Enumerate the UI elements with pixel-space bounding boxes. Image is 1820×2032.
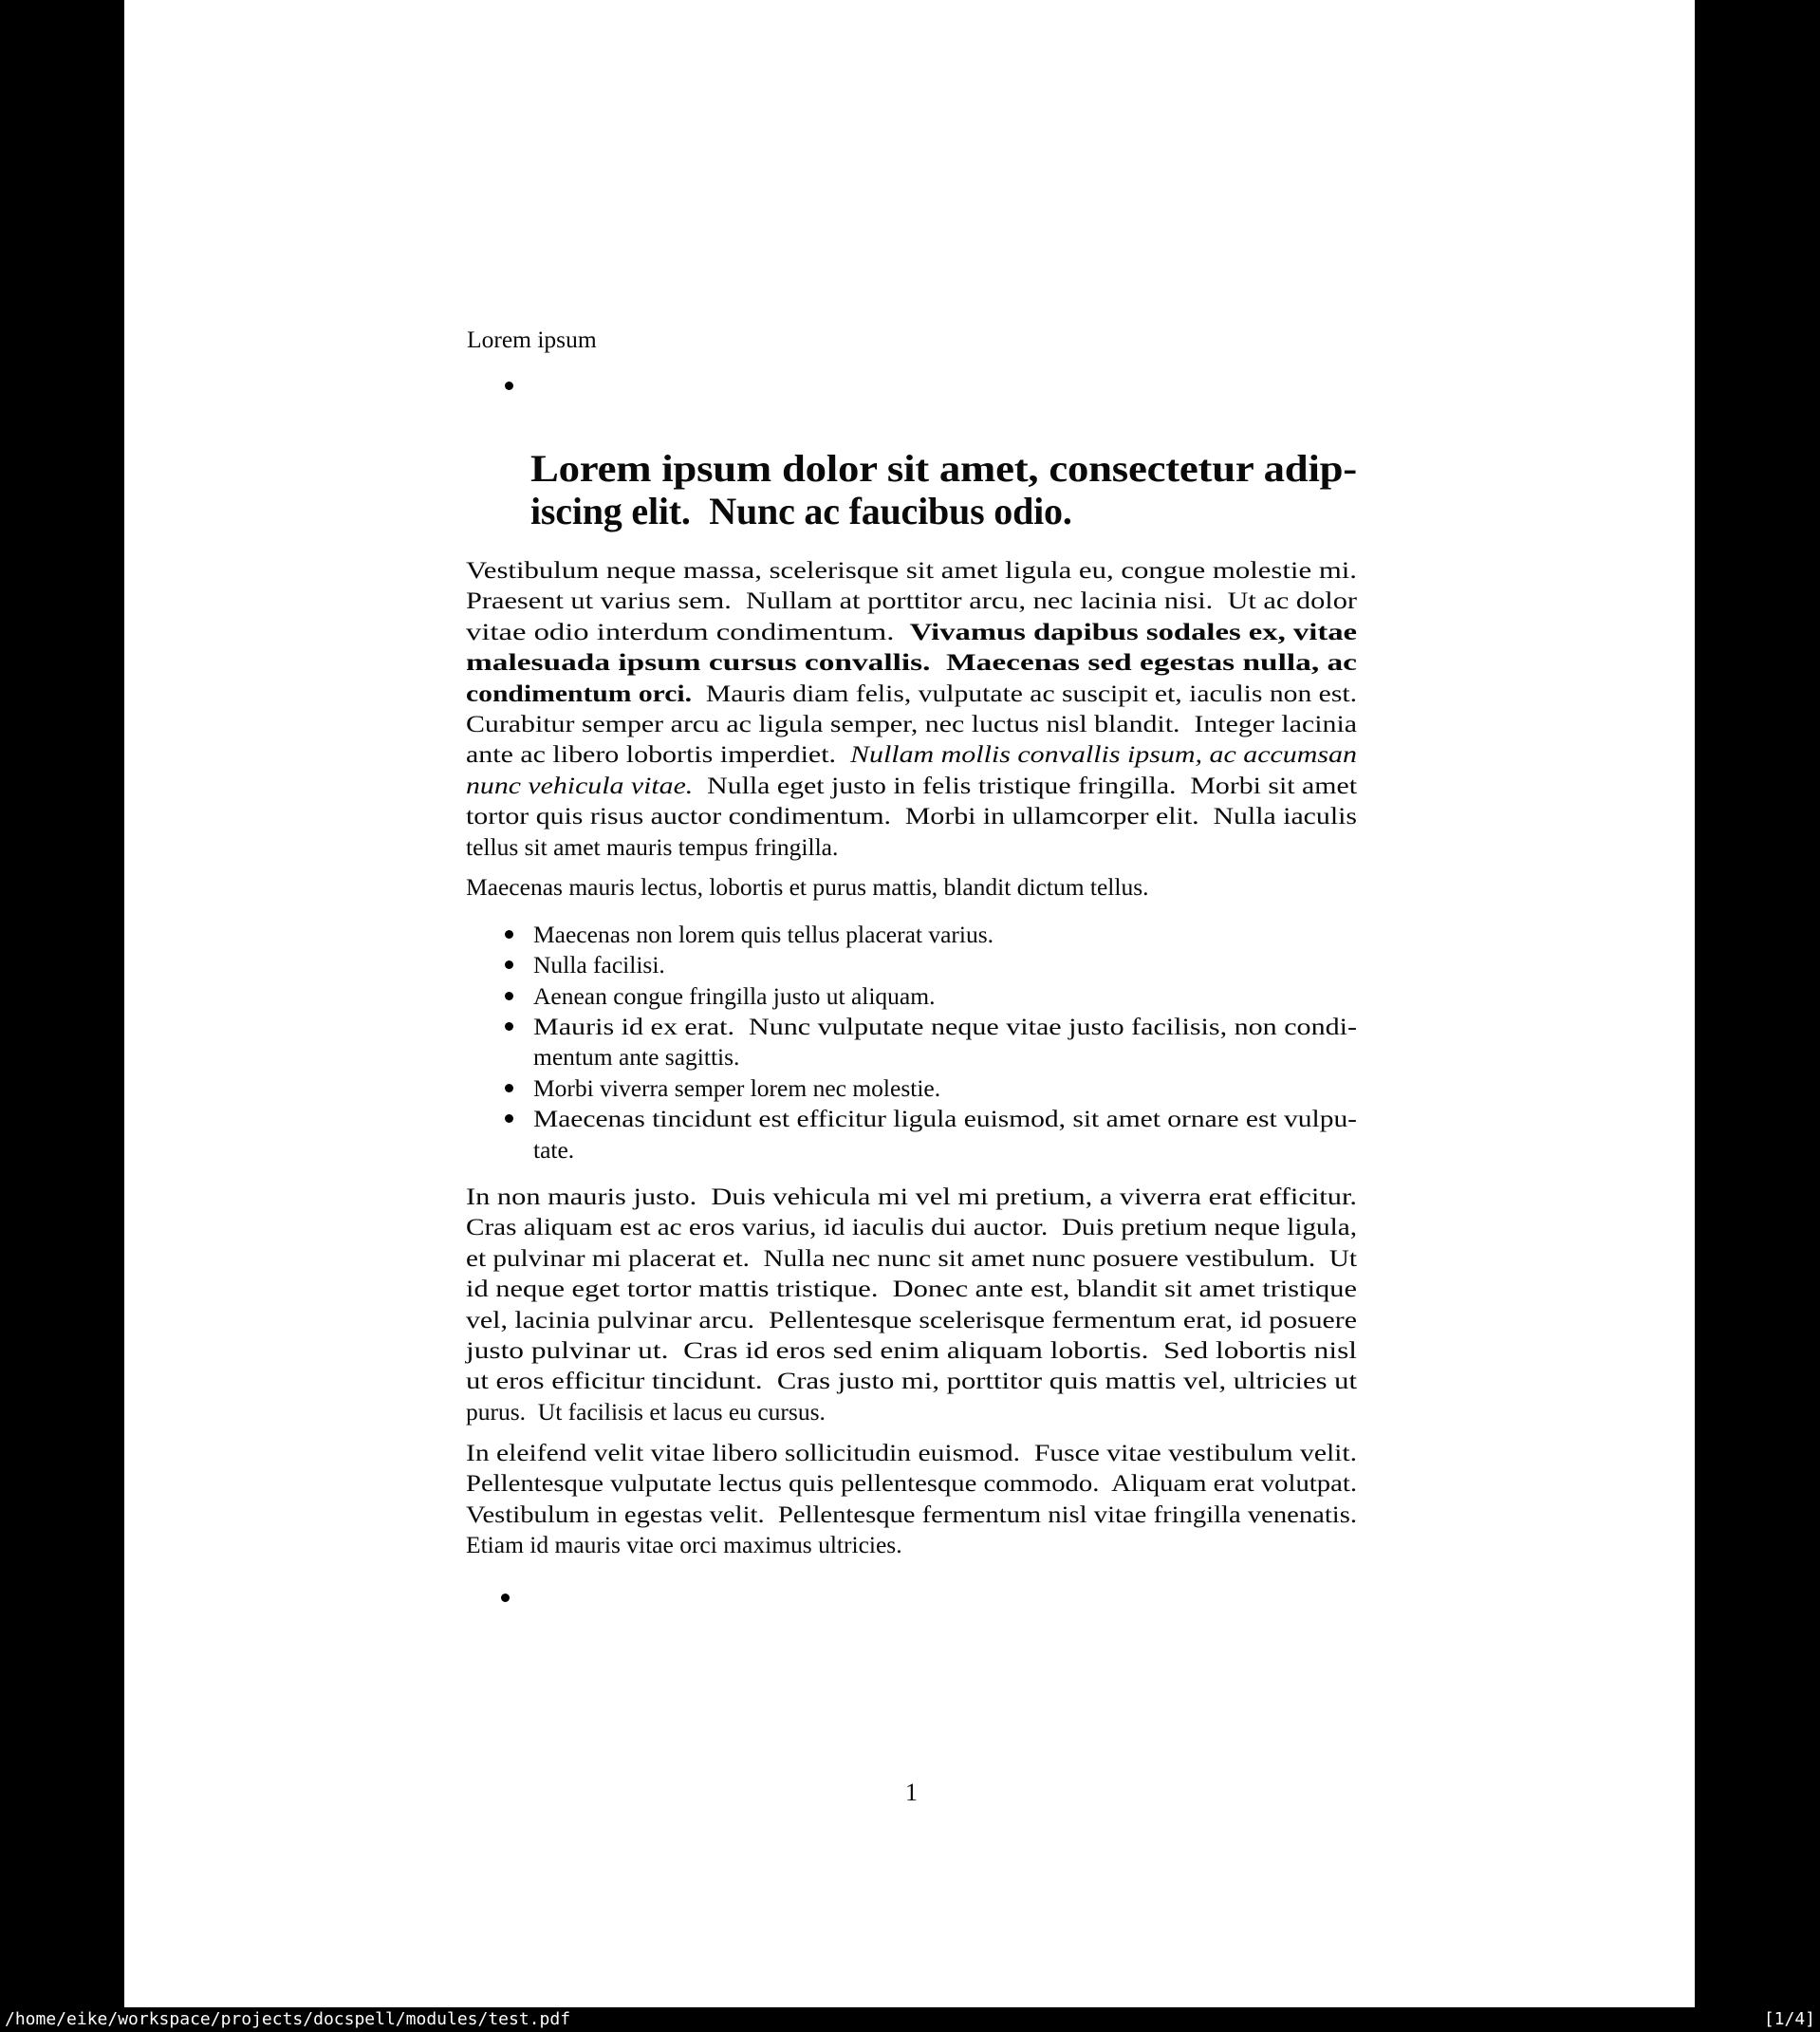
page-number: 1 — [905, 1779, 918, 1806]
bullet-icon — [505, 992, 513, 1000]
list-item-line: Nulla facilisi. — [533, 951, 665, 979]
paragraph-line: id neque eget tortor mattis tristique. Donec ante est, blandit sit amet tristique — [466, 1275, 1357, 1302]
paragraph-line: Etiam id mauris vitae orci maximus ultricies. — [466, 1531, 902, 1558]
paragraph-line: Cras aliquam est ac eros varius, id iaculis dui auctor. Duis pretium neque ligula, — [466, 1213, 1357, 1240]
paragraph-line: In eleifend velit vitae libero sollicitudin euismod. Fusce vitae vestibulum velit. — [466, 1439, 1357, 1466]
intro-text: Lorem ipsum — [467, 326, 597, 353]
list-item-line: Maecenas tincidunt est efficitur ligula euismod, sit amet ornare est vulpu- — [533, 1105, 1357, 1132]
bullet-icon — [501, 1594, 510, 1602]
paragraph-line: Curabitur semper arcu ac ligula semper, nec luctus nisl blandit. Integer lacinia — [466, 710, 1357, 737]
bullet-icon — [505, 1084, 513, 1092]
text-segment-bold: condimentum orci. — [466, 680, 693, 707]
paragraph-line: purus. Ut facilisis et lacus eu cursus. — [466, 1398, 826, 1426]
paragraph-line: et pulvinar mi placerat et. Nulla nec nunc sit amet nunc posuere vestibulum. Ut — [466, 1244, 1357, 1272]
paragraph-line: tellus sit amet mauris tempus fringilla. — [466, 833, 839, 861]
list-item-line: Aenean congue fringilla justo ut aliquam. — [533, 982, 936, 1010]
statusbar — [0, 2007, 1820, 2032]
paragraph-line: malesuada ipsum cursus convallis. Maecenas sed egestas nulla, ac — [466, 648, 1357, 676]
list-item-line: mentum ante sagittis. — [533, 1043, 740, 1071]
text-segment-italic: nunc vehicula vitae. — [466, 772, 694, 799]
list-item-line: Morbi viverra semper lorem nec molestie. — [533, 1074, 941, 1102]
paragraph-line: ut eros efficitur tincidunt. Cras justo mi, porttitor quis mattis vel, ultricies ut — [466, 1367, 1357, 1394]
list-item-line: Mauris id ex erat. Nunc vulputate neque vitae justo facilisis, non condi- — [533, 1013, 1357, 1040]
text-segment: Mauris diam felis, vulputate ac suscipit et, iaculis non est. — [692, 680, 1357, 707]
paragraph-line: In non mauris justo. Duis vehicula mi vel mi pretium, a viverra erat efficitur. — [466, 1183, 1357, 1210]
paragraph-line: tortor quis risus auctor condimentum. Morbi in ullamcorper elit. Nulla iaculis — [466, 802, 1357, 830]
paragraph-line: Vestibulum in egestas velit. Pellentesque fermentum nisl vitae fringilla venenatis. — [466, 1501, 1357, 1528]
statusbar-file-path: /home/eike/workspace/projects/docspell/modules/test.pdf — [5, 2009, 571, 2029]
statusbar-page-indicator: [1/4] — [1763, 2009, 1815, 2029]
document-page[interactable] — [124, 0, 1695, 2032]
bullet-icon — [505, 1022, 513, 1031]
paragraph-line: Maecenas mauris lectus, lobortis et purus mattis, blandit dictum tellus. — [466, 873, 1149, 901]
paragraph-line: vel, lacinia pulvinar arcu. Pellentesque scelerisque fermentum erat, id posuere — [466, 1306, 1357, 1333]
text-segment-italic: Nullam mollis convallis ipsum, ac accumsan — [849, 740, 1357, 768]
text-segment: ante ac libero lobortis imperdiet. — [466, 740, 850, 768]
bullet-icon — [505, 930, 513, 939]
paragraph-line: justo pulvinar ut. Cras id eros sed enim aliquam lobortis. Sed lobortis nisl — [466, 1336, 1357, 1364]
text-segment: vitae odio interdum condimentum. — [466, 618, 910, 645]
section-heading-line-2: iscing elit. Nunc ac faucibus odio. — [530, 490, 1072, 532]
section-heading-line-1: Lorem ipsum dolor sit amet, consectetur adip- — [530, 447, 1357, 490]
paragraph-line: Praesent ut varius sem. Nullam at porttitor arcu, nec lacinia nisi. Ut ac dolor — [466, 587, 1357, 614]
list-item-line: Maecenas non lorem quis tellus placerat varius. — [533, 921, 994, 948]
paragraph-line: Pellentesque vulputate lectus quis pellentesque commodo. Aliquam erat volutpat. — [466, 1469, 1357, 1497]
bullet-icon — [505, 382, 513, 390]
paragraph-line — [466, 616, 1357, 647]
list-item-line: tate. — [533, 1136, 575, 1164]
paragraph-line: Vestibulum neque massa, scelerisque sit amet ligula eu, congue molestie mi. — [466, 556, 1357, 584]
paragraph-line — [466, 770, 1357, 801]
bullet-icon — [505, 960, 513, 969]
paragraph-line — [466, 738, 1357, 770]
paragraph-line — [466, 678, 1357, 709]
text-segment-bold: Vivamus dapibus sodales ex, vitae — [909, 618, 1357, 645]
bullet-icon — [505, 1114, 513, 1123]
text-segment: Nulla eget justo in felis tristique fringilla. Morbi sit amet — [693, 772, 1357, 799]
